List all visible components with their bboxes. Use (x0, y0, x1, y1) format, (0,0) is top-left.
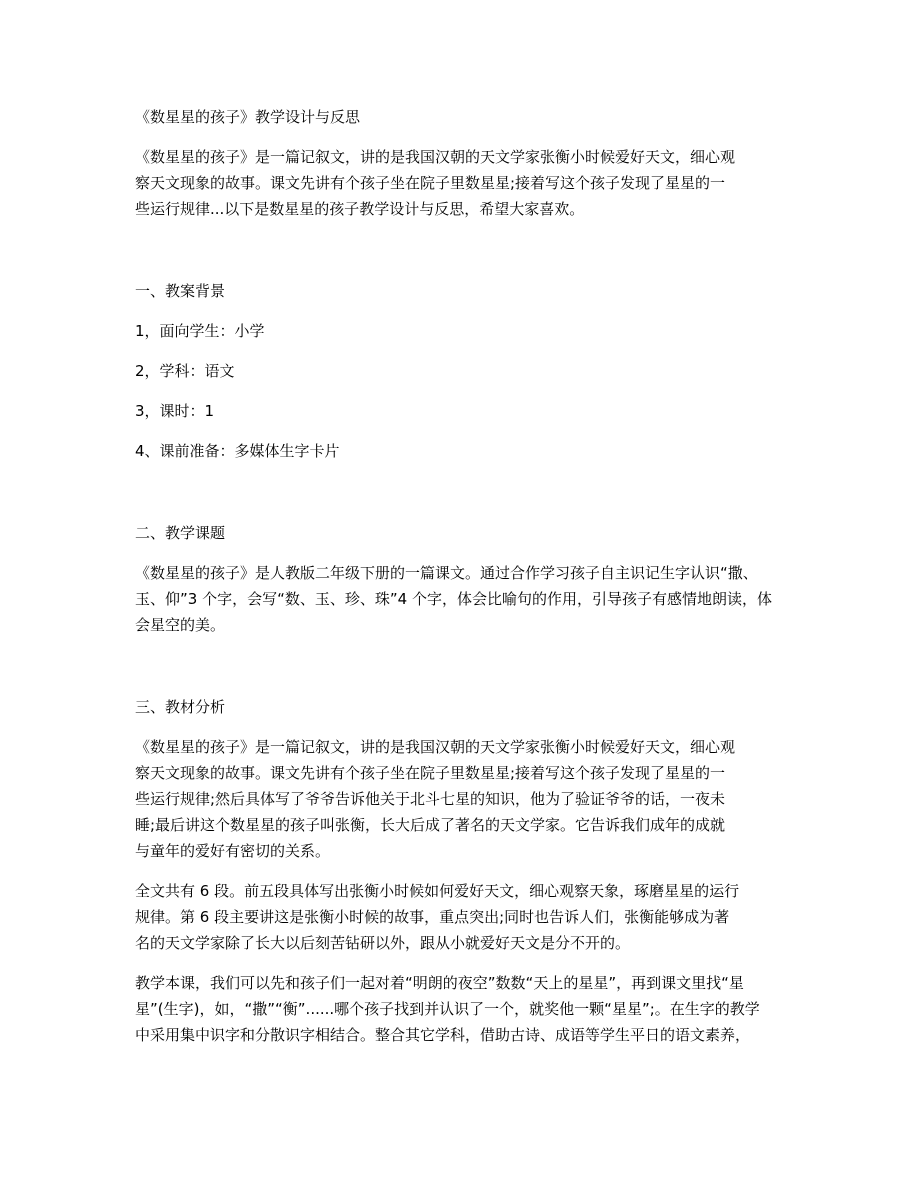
document-title: 《数星星的孩子》教学设计与反思 (135, 108, 361, 126)
text-line: 与童年的爱好有密切的关系。 (135, 842, 331, 860)
text-line: 些运行规律;然后具体写了爷爷告诉他关于北斗七星的知识，他为了验证爷爷的话，一夜未 (135, 790, 726, 808)
text-line: 《数星星的孩子》是一篇记叙文，讲的是我国汉朝的天文学家张衡小时候爱好天文，细心观 (135, 148, 736, 166)
analysis-paragraph-2 (135, 878, 786, 956)
intro-paragraph (135, 144, 786, 222)
topic-paragraph (135, 560, 786, 638)
text-line: 《数星星的孩子》是人教版二年级下册的一篇课文。通过合作学习孩子自主识记生字认识“撒、 (135, 564, 758, 582)
text-line: 察天文现象的故事。课文先讲有个孩子坐在院子里数星星;接着写这个孩子发现了星星的一 (135, 174, 726, 192)
text-line: 察天文现象的故事。课文先讲有个孩子坐在院子里数星星;接着写这个孩子发现了星星的一 (135, 764, 726, 782)
analysis-paragraph-1 (135, 734, 786, 864)
text-line: 教学本课，我们可以先和孩子们一起对着“明朗的夜空”数数“天上的星星”，再到课文里找“星 (135, 974, 744, 992)
text-line: 些运行规律...以下是数星星的孩子教学设计与反思，希望大家喜欢。 (135, 200, 585, 218)
analysis-paragraph-3 (135, 970, 786, 1048)
list-item: 4、课前准备：多媒体生字卡片 (135, 442, 340, 460)
section-heading-topic: 二、教学课题 (135, 524, 226, 542)
section-heading-background: 一、教案背景 (135, 282, 226, 300)
text-line: 规律。第 6 段主要讲这是张衡小时候的故事，重点突出;同时也告诉人们，张衡能够成为著 (135, 908, 730, 926)
list-item: 1，面向学生：小学 (135, 322, 265, 340)
list-item: 2，学科：语文 (135, 362, 235, 380)
text-line: 全文共有 6 段。前五段具体写出张衡小时候如何爱好天文，细心观察天象，琢磨星星的运行 (135, 882, 740, 900)
text-line: 星”(生字)，如，“撒”“衡”......哪个孩子找到并认识了一个，就奖他一颗“星星”;。在生字的教学 (135, 1000, 760, 1018)
text-line: 《数星星的孩子》是一篇记叙文，讲的是我国汉朝的天文学家张衡小时候爱好天文，细心观 (135, 738, 736, 756)
text-line: 睡;最后讲这个数星星的孩子叫张衡，长大后成了著名的天文学家。它告诉我们成年的成就 (135, 816, 726, 834)
section-heading-analysis: 三、教材分析 (135, 698, 226, 716)
text-line: 会星空的美。 (135, 616, 226, 634)
text-line: 玉、仰”3 个字，会写“数、玉、珍、珠”4 个字，体会比喻句的作用，引导孩子有感情地朗读，体 (135, 590, 772, 608)
list-item: 3，课时：1 (135, 402, 215, 420)
text-line: 中采用集中识字和分散识字相结合。整合其它学科，借助古诗、成语等学生平日的语文素养， (135, 1026, 751, 1044)
text-line: 名的天文学家除了长大以后刻苦钻研以外，跟从小就爱好天文是分不开的。 (135, 934, 631, 952)
